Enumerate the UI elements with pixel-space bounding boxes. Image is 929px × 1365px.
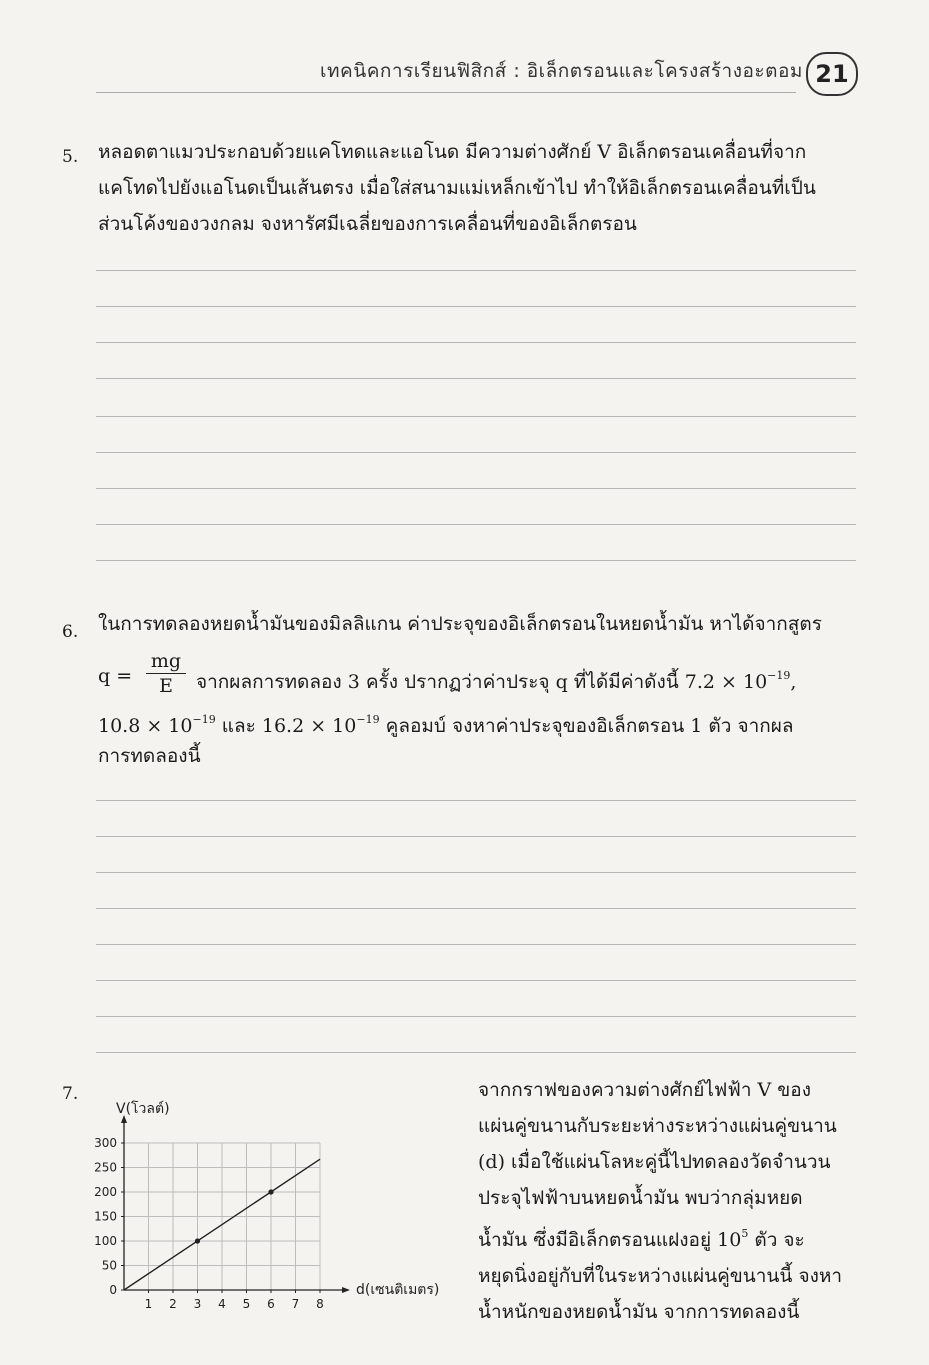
y-axis-label: V(โวลต์) xyxy=(116,1101,170,1117)
data-point xyxy=(268,1189,273,1194)
question-6-line-3c: คูลอมบ์ จงหาค่าประจุของอิเล็กตรอน 1 ตัว จากผล xyxy=(379,715,794,737)
question-7-line: (d) เมื่อใช้แผ่นโลหะคู่นี้ไปทดลองวัดจำนวน xyxy=(478,1151,831,1173)
question-6-line-3 xyxy=(98,704,794,742)
question-7-line-5a: น้ำมัน ซึ่งมีอิเล็กตรอนแฝงอยู่ 10 xyxy=(478,1229,742,1251)
x-axis-label: d(เซนติเมตร) xyxy=(356,1282,440,1298)
page-number-badge: 21 xyxy=(806,52,858,96)
answer-line xyxy=(96,836,856,837)
answer-line xyxy=(96,452,856,453)
y-tick-label: 0 xyxy=(109,1283,117,1297)
x-tick-label: 4 xyxy=(218,1297,226,1311)
question-6-line-2 xyxy=(196,660,796,698)
y-tick-label: 250 xyxy=(94,1160,117,1175)
formula-lhs: q = xyxy=(98,665,133,687)
y-tick-label: 100 xyxy=(94,1234,117,1248)
answer-line xyxy=(96,306,856,307)
comma: , xyxy=(790,671,797,693)
answer-line xyxy=(96,488,856,489)
question-5-line: แคโทดไปยังแอโนดเป็นเส้นตรง เมื่อใส่สนามแม่เหล็กเข้าไป ทำให้อิเล็กตรอนเคลื่อนที่เป็น xyxy=(98,177,816,199)
answer-line xyxy=(96,944,856,945)
question-6-line-2-text: จากผลการทดลอง 3 ครั้ง ปรากฏว่าค่าประจุ q ที่ได้มีค่าดังนี้ 7.2 × 10 xyxy=(196,671,768,693)
answer-line xyxy=(96,908,856,909)
answer-line xyxy=(96,800,856,801)
exponent: −19 xyxy=(356,713,380,726)
answer-line xyxy=(96,872,856,873)
exponent: −19 xyxy=(767,669,791,682)
answer-line xyxy=(96,378,856,379)
y-tick-label: 50 xyxy=(101,1258,117,1273)
fraction-bar xyxy=(146,673,186,674)
x-axis-arrow xyxy=(342,1287,350,1293)
question-7-line: แผ่นคู่ขนานกับระยะห่างระหว่างแผ่นคู่ขนาน xyxy=(478,1115,837,1137)
question-7-line-5b: ตัว จะ xyxy=(748,1229,805,1251)
question-7-line: หยุดนิ่งอยู่กับที่ในระหว่างแผ่นคู่ขนานนี้ จงหา xyxy=(478,1265,843,1287)
x-tick-label: 1 xyxy=(144,1297,153,1311)
question-6-line-1: ในการทดลองหยดน้ำมันของมิลลิแกน ค่าประจุของอิเล็กตรอนในหยดน้ำมัน หาได้จากสูตร xyxy=(98,613,822,635)
x-tick-label: 5 xyxy=(242,1297,251,1311)
answer-line xyxy=(96,342,856,343)
question-6-number: 6. xyxy=(62,622,79,642)
header-divider xyxy=(96,92,796,93)
question-5-line: ส่วนโค้งของวงกลม จงหารัศมีเฉลี่ยของการเคลื่อนที่ของอิเล็กตรอน xyxy=(98,213,637,235)
x-tick-label: 2 xyxy=(169,1297,177,1311)
question-7-text xyxy=(478,1072,842,1330)
answer-line xyxy=(96,416,856,417)
y-tick-label: 300 xyxy=(94,1136,117,1150)
question-7-line: ประจุไฟฟ้าบนหยดน้ำมัน พบว่ากลุ่มหยด xyxy=(478,1187,803,1209)
answer-line xyxy=(96,1016,856,1017)
exponent: 5 xyxy=(741,1227,749,1240)
running-header: เทคนิคการเรียนฟิสิกส์ : อิเล็กตรอนและโครงสร้างอะตอม xyxy=(320,60,803,82)
answer-line xyxy=(96,270,856,271)
question-7-line xyxy=(478,1216,842,1258)
x-tick-label: 3 xyxy=(193,1297,202,1311)
x-tick-label: 7 xyxy=(291,1297,300,1311)
question-5-text xyxy=(98,134,816,242)
formula-denominator: E xyxy=(159,675,173,697)
y-tick-label: 200 xyxy=(94,1185,117,1199)
question-6-line-3b: และ 16.2 × 10 xyxy=(215,715,357,737)
answer-line xyxy=(96,1052,856,1053)
data-point xyxy=(195,1238,200,1243)
question-5-line: หลอดตาแมวประกอบด้วยแคโทดและแอโนด มีความต่างศักย์ V อิเล็กตรอนเคลื่อนที่จาก xyxy=(98,141,807,163)
question-7-line: น้ำหนักของหยดน้ำมัน จากการทดลองนี้ xyxy=(478,1301,800,1323)
y-tick-label: 150 xyxy=(94,1209,117,1224)
question-5-number: 5. xyxy=(62,147,79,167)
formula-numerator: mg xyxy=(150,650,182,672)
answer-line xyxy=(96,560,856,561)
voltage-distance-chart xyxy=(90,1090,470,1320)
answer-line xyxy=(96,524,856,525)
exponent: −19 xyxy=(192,713,216,726)
x-tick-label: 6 xyxy=(267,1297,275,1311)
question-7-number: 7. xyxy=(62,1084,79,1104)
x-tick-label: 8 xyxy=(316,1297,324,1311)
question-7-line: จากกราฟของความต่างศักย์ไฟฟ้า V ของ xyxy=(478,1079,811,1101)
answer-line xyxy=(96,980,856,981)
question-6-line-4: การทดลองนี้ xyxy=(98,745,201,767)
question-6-line-3a: 10.8 × 10 xyxy=(98,715,193,737)
formula-fraction xyxy=(146,650,186,697)
